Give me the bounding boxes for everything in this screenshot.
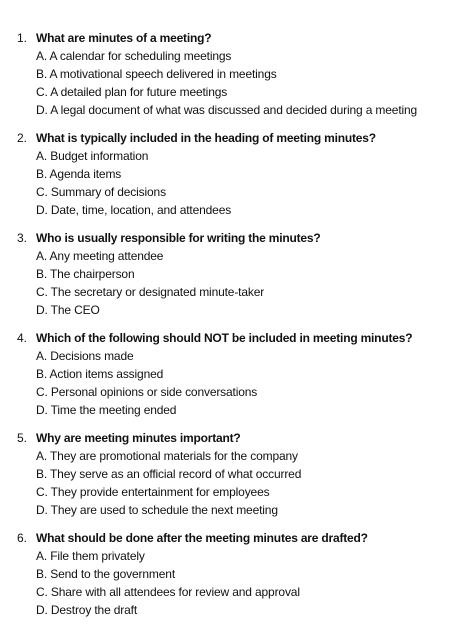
question-number: 4.	[17, 331, 28, 345]
question-number: 5.	[17, 431, 28, 445]
question-3	[17, 229, 452, 319]
option-a: A. Budget information	[36, 149, 149, 163]
answer-options	[17, 247, 452, 319]
question-heading	[17, 229, 452, 247]
option-d: D. A legal document of what was discussed and decided during a meeting	[36, 103, 418, 117]
option-b: B. A motivational speech delivered in meetings	[36, 67, 277, 81]
option-d: D. The CEO	[36, 303, 100, 317]
answer-options	[17, 547, 452, 619]
option-d: D. Date, time, location, and attendees	[36, 203, 232, 217]
question-heading	[17, 29, 452, 47]
question-number: 6.	[17, 531, 28, 545]
question-number: 1.	[17, 31, 28, 45]
question-text: What should be done after the meeting minutes are drafted?	[36, 531, 368, 545]
question-heading	[17, 429, 452, 447]
option-a: A. File them privately	[36, 549, 145, 563]
option-b: B. Action items assigned	[36, 367, 164, 381]
option-c: C. They provide entertainment for employees	[36, 485, 270, 499]
option-d: D. Time the meeting ended	[36, 403, 177, 417]
question-text: Which of the following should NOT be included in meeting minutes?	[36, 331, 413, 345]
option-a: A. Decisions made	[36, 349, 134, 363]
answer-options	[17, 447, 452, 519]
option-b: B. Send to the government	[36, 567, 176, 581]
answer-options	[17, 147, 452, 219]
option-d: D. They are used to schedule the next meeting	[36, 503, 278, 517]
option-c: C. The secretary or designated minute-taker	[36, 285, 265, 299]
question-heading	[17, 129, 452, 147]
option-b: B. They serve as an official record of what occurred	[36, 467, 302, 481]
question-4	[17, 329, 452, 419]
question-2	[17, 129, 452, 219]
answer-options	[17, 47, 452, 119]
option-c: C. Share with all attendees for review and approval	[36, 585, 300, 599]
question-text: Why are meeting minutes important?	[36, 431, 241, 445]
option-c: C. Personal opinions or side conversations	[36, 385, 258, 399]
question-number: 2.	[17, 131, 28, 145]
question-5	[17, 429, 452, 519]
option-b: B. Agenda items	[36, 167, 122, 181]
question-6	[17, 529, 452, 619]
option-a: A. A calendar for scheduling meetings	[36, 49, 232, 63]
option-b: B. The chairperson	[36, 267, 135, 281]
option-c: C. Summary of decisions	[36, 185, 166, 199]
question-text: What are minutes of a meeting?	[36, 31, 212, 45]
answer-options	[17, 347, 452, 419]
question-1	[17, 29, 452, 119]
question-heading	[17, 329, 452, 347]
question-number: 3.	[17, 231, 28, 245]
question-text: What is typically included in the heading of meeting minutes?	[36, 131, 376, 145]
option-d: D. Destroy the draft	[36, 603, 138, 617]
option-a: A. They are promotional materials for the company	[36, 449, 298, 463]
question-heading	[17, 529, 452, 547]
option-c: C. A detailed plan for future meetings	[36, 85, 228, 99]
option-a: A. Any meeting attendee	[36, 249, 164, 263]
question-text: Who is usually responsible for writing the minutes?	[36, 231, 321, 245]
